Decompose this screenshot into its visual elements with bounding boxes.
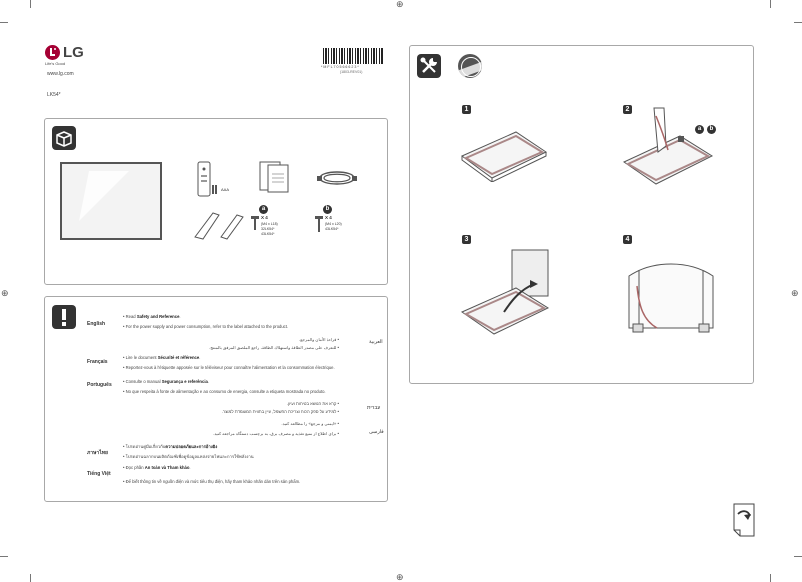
french-line-2: • Reportez-vous à l'étiquette apposée sur le téléviseur pour connaître l'alimentation et la consommation électrique. [123, 365, 335, 370]
crop-mark [0, 556, 8, 557]
website: www.lg.com [47, 71, 74, 77]
arabic-line-2: • للتعرف على مصدر الطاقة واستهلاك الطاقة، راجع الملصق المرفق بالمنتج. [209, 345, 339, 350]
registration-mark-right: ⊕ [791, 288, 799, 298]
step-2-badge-a: a [695, 125, 704, 134]
soft-surface-icon [458, 54, 482, 78]
portuguese-line-2: • No que respeita à fonte de alimentação e ao consumo de energia, consulte a etiqueta mostrada no produto. [123, 389, 326, 394]
stand-illustration [191, 207, 245, 241]
power-cord-icon [316, 166, 358, 190]
box-contents-panel [44, 118, 388, 285]
box-contents-icon [52, 126, 76, 150]
lang-thai: ภาษาไทย [87, 450, 108, 456]
step-1-illustration [458, 126, 550, 182]
step-3-badge: 3 [462, 235, 471, 244]
crop-mark [794, 556, 802, 557]
screw-b-count: X 4 [325, 215, 332, 220]
lang-arabic: العربية [369, 339, 383, 345]
tv-illustration [59, 161, 163, 241]
screw-a-icon [250, 215, 260, 231]
warning-icon [52, 305, 76, 329]
hebrew-line-1: • קרא את הנושא בטיחות ועיון. [286, 401, 339, 406]
lang-french: Français [87, 359, 108, 365]
step-2-badge: 2 [623, 105, 632, 114]
step-2-illustration [620, 106, 720, 190]
remote-control-icon [197, 161, 219, 197]
registration-mark-top: ⊕ [396, 0, 404, 9]
model-name: LK54* [47, 92, 61, 98]
vietnamese-line-1: • Đọc phần An toàn và Tham khảo. [123, 465, 191, 470]
barcode-subtext: (1803-REV01) [340, 70, 363, 74]
screw-b-model: 43LK54* [325, 227, 339, 231]
hebrew-line-2: • למידע על ספק הכוח וצריכת החשמל, עיין בתווית המוצמדת למוצר. [221, 409, 339, 414]
lang-vietnamese: Tiếng Việt [87, 471, 111, 477]
barcode-text: * M F L 7 0 5 6 6 6 2 3 * [321, 65, 359, 69]
lg-logo-icon [45, 45, 60, 60]
step-3-illustration [458, 246, 554, 338]
safety-notice-panel [44, 296, 388, 502]
step-4-badge: 4 [623, 235, 632, 244]
crop-mark [30, 574, 31, 582]
batteries-label: AAA [221, 187, 230, 192]
screw-a-count: X 4 [261, 215, 268, 220]
screw-a-badge: a [259, 205, 268, 214]
lang-farsi: فارسی [369, 429, 384, 435]
lg-logo-text: LG [63, 44, 84, 61]
lg-tagline: Life's Good [45, 61, 66, 66]
assembly-panel [409, 45, 754, 384]
english-line-2: • For the power supply and power consumption, refer to the label attached to the product. [123, 324, 289, 329]
lang-portuguese: Português [87, 382, 112, 388]
manuals-icon [258, 160, 292, 194]
screw-a-model: 32LK54* [261, 227, 275, 231]
page-turn-icon [730, 502, 756, 538]
tools-icon [417, 54, 441, 78]
vietnamese-line-2: • Để biết thông tin về nguồn điện và mức tiêu thụ điện, hãy tham khảo nhãn dán trên sản phẩm. [123, 479, 301, 484]
step-1-badge: 1 [462, 105, 471, 114]
step-4-illustration [623, 256, 719, 336]
lg-logo [45, 45, 95, 65]
screw-a-spec: (M4 x L18) [261, 222, 278, 226]
crop-mark [770, 0, 771, 8]
arabic-line-1: • قراءة الأمان والمرجع. [299, 337, 339, 342]
screw-b-spec: (M4 x L20) [325, 222, 342, 226]
crop-mark [770, 574, 771, 582]
lang-hebrew: עברית [367, 405, 381, 411]
thai-line-2: • โปรดอ่านฉลากบนผลิตภัณฑ์เพื่อดูข้อมูลแหล่งจ่ายไฟและการใช้พลังงาน [123, 454, 254, 459]
screw-b-badge: b [323, 205, 332, 214]
barcode [323, 48, 383, 64]
registration-mark-bottom: ⊕ [396, 572, 404, 582]
portuguese-line-1: • Consulte o manual Segurança e referência. [123, 379, 209, 384]
thai-line-1: • โปรดอ่านคู่มือเกี่ยวกับความปลอดภัยและการอ้างอิง [123, 444, 218, 449]
screw-a-model-2: 43LK54* [261, 232, 275, 236]
french-line-1: • Lire le document Sécurité et référence. [123, 355, 201, 360]
lang-english: English [87, 321, 106, 327]
crop-mark [30, 0, 31, 8]
english-line-1: • Read Safety and Reference. [123, 314, 181, 319]
registration-mark-left: ⊕ [1, 288, 9, 298]
farsi-line-2: • برای اطلاع از منبع تغذیه و مصرف برق، به برچسب دستگاه مراجعه کنید. [213, 431, 339, 436]
crop-mark [0, 22, 8, 23]
crop-mark [794, 22, 802, 23]
farsi-line-1: • «ایمنی و مرجع» را مطالعه کنید. [281, 421, 339, 426]
screw-b-icon [314, 215, 324, 233]
step-2-badge-b: b [707, 125, 716, 134]
